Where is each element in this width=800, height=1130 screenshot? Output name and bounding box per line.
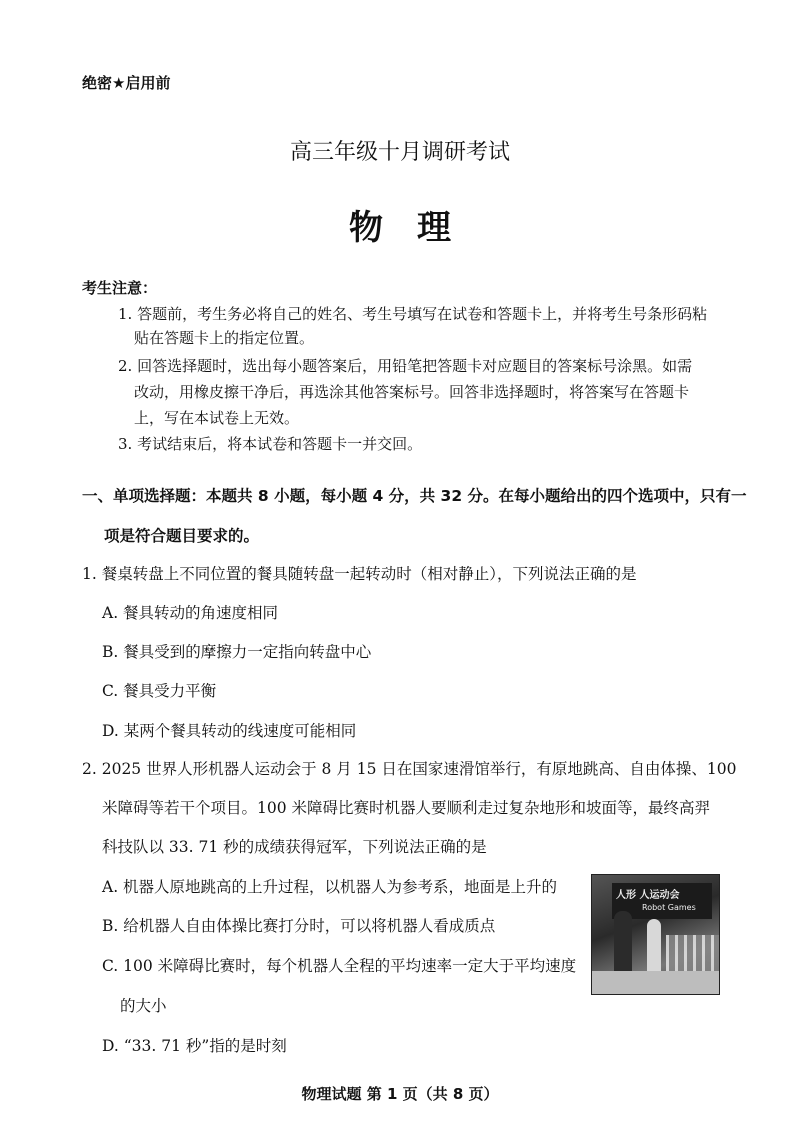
photo-floor bbox=[592, 971, 719, 994]
question-2-stem-line-1: 2. 2025 世界人形机器人运动会于 8 月 15 日在国家速滑馆举行，有原地跳高、自由体操、100 bbox=[82, 760, 737, 778]
robot-games-photo bbox=[591, 874, 720, 995]
question-2-option-c: C. 100 米障碍比赛时，每个机器人全程的平均速率一定大于平均速度 bbox=[102, 957, 577, 975]
subject-title: 物理 bbox=[349, 208, 485, 248]
question-2-stem-line-2: 米障碍等若干个项目。100 米障碍比赛时机器人要顺利走过复杂地形和坡面等，最终高羿 bbox=[102, 799, 711, 817]
question-2-option-d: D. “33. 71 秒”指的是时刻 bbox=[102, 1037, 287, 1055]
question-2-stem-line-3: 科技队以 33. 71 秒的成绩获得冠军，下列说法正确的是 bbox=[102, 838, 487, 856]
notice-item-2-line-3: 上，写在本试卷上无效。 bbox=[134, 409, 300, 427]
question-2-option-a: A. 机器人原地跳高的上升过程，以机器人为参考系，地面是上升的 bbox=[102, 878, 558, 896]
question-2-option-c-continued: 的大小 bbox=[120, 997, 167, 1015]
notice-item-3-line-1: 3. 考试结束后，将本试卷和答题卡一并交回。 bbox=[118, 435, 423, 453]
notice-item-1-line-2: 贴在答题卡上的指定位置。 bbox=[134, 329, 315, 347]
question-1-option-a: A. 餐具转动的角速度相同 bbox=[102, 604, 279, 622]
notice-heading: 考生注意： bbox=[82, 279, 158, 297]
question-1-option-c: C. 餐具受力平衡 bbox=[102, 682, 217, 700]
question-1-stem: 1. 餐桌转盘上不同位置的餐具随转盘一起转动时（相对静止），下列说法正确的是 bbox=[82, 565, 637, 583]
page-footer: 物理试题 第 1 页（共 8 页） bbox=[301, 1085, 499, 1103]
confidential-label: 绝密★启用前 bbox=[82, 74, 171, 92]
exam-title: 高三年级十月调研考试 bbox=[289, 140, 510, 165]
photo-banner-chinese: 人形 人运动会 bbox=[616, 890, 680, 901]
notice-item-2-line-1: 2. 回答选择题时，选出每小题答案后，用铅笔把答题卡对应题目的答案标号涂黑。如需 bbox=[118, 357, 693, 375]
photo-fence bbox=[666, 935, 719, 975]
photo-banner-english: Robot Games bbox=[642, 903, 696, 912]
question-1-option-b: B. 餐具受到的摩擦力一定指向转盘中心 bbox=[102, 643, 372, 661]
notice-item-2-line-2: 改动，用橡皮擦干净后，再选涂其他答案标号。回答非选择题时，将答案写在答题卡 bbox=[134, 383, 690, 401]
notice-item-1-line-1: 1. 答题前，考生务必将自己的姓名、考生号填写在试卷和答题卡上，并将考生号条形码粘 bbox=[118, 305, 708, 323]
question-2-option-b: B. 给机器人自由体操比赛打分时，可以将机器人看成质点 bbox=[102, 917, 496, 935]
section-heading-line-1: 一、单项选择题：本题共 8 小题，每小题 4 分，共 32 分。在每小题给出的四个选项中，只有一 bbox=[82, 487, 747, 505]
question-1-option-d: D. 某两个餐具转动的线速度可能相同 bbox=[102, 722, 357, 740]
section-heading-line-2: 项是符合题目要求的。 bbox=[104, 527, 260, 545]
